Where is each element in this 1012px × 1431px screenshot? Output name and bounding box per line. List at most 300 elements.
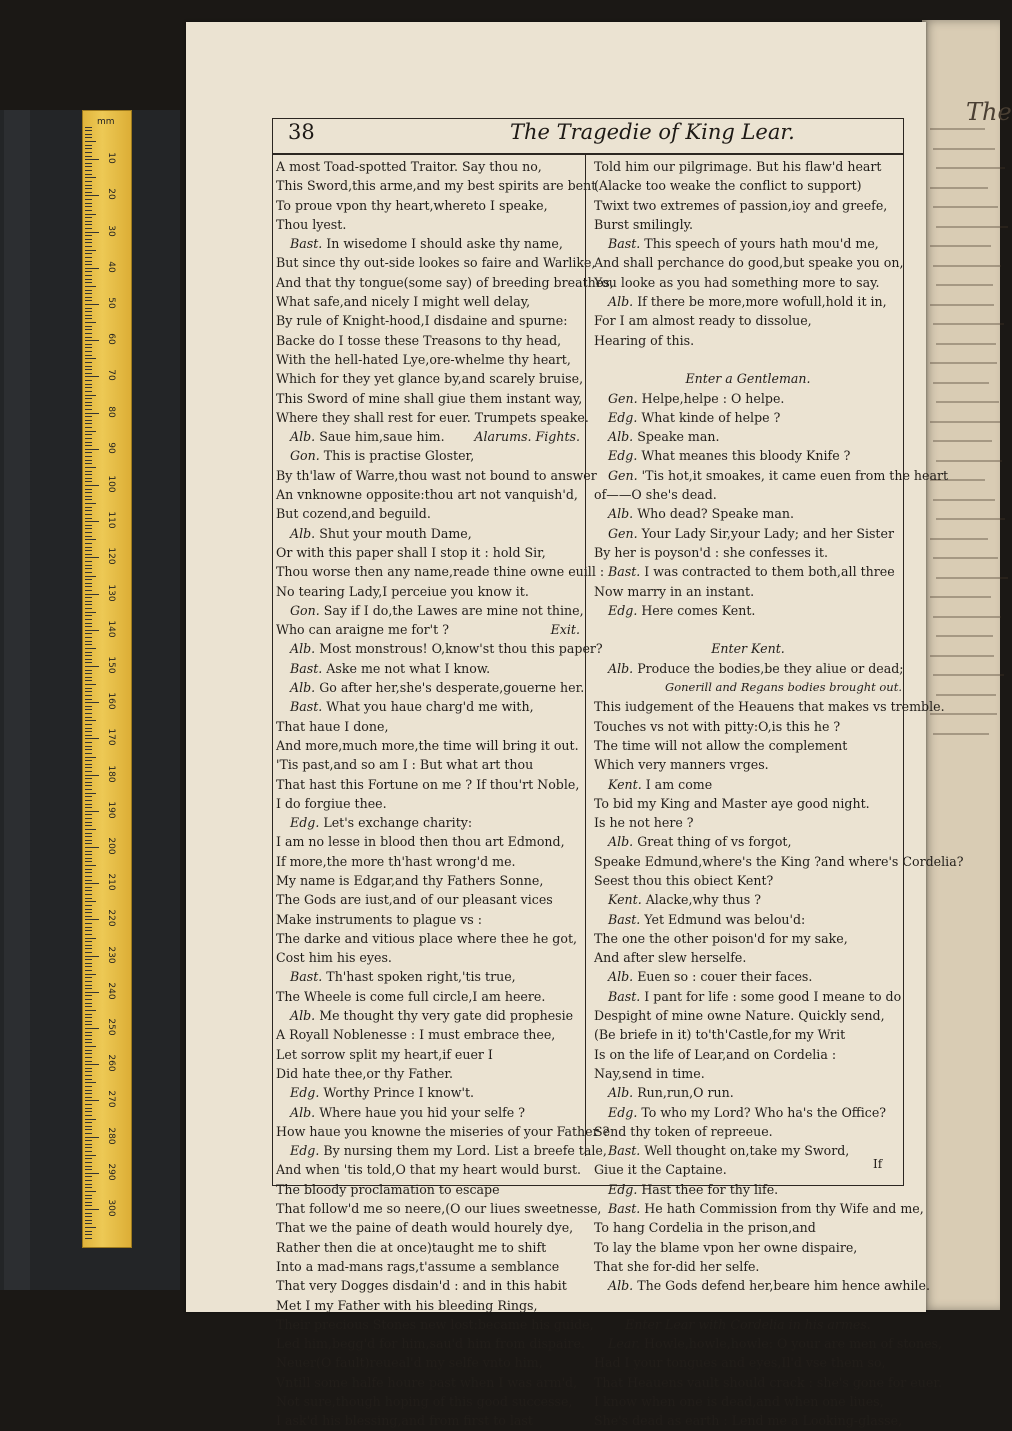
text-line — [594, 1353, 902, 1372]
text-line — [276, 273, 614, 292]
ruler-tick — [85, 1209, 99, 1210]
adjacent-page-text-line — [933, 382, 989, 384]
text-line — [276, 1257, 582, 1276]
ruler-tick — [85, 271, 92, 272]
ruler-tick — [85, 221, 92, 222]
adjacent-page-edge — [922, 20, 1012, 1310]
ruler-tick — [85, 528, 92, 529]
ruler-tick — [85, 851, 92, 852]
text-line — [594, 1296, 902, 1315]
text-line — [594, 1276, 931, 1295]
ruler-tick — [85, 576, 96, 577]
line-text: Did hate thee,or thy Father. — [276, 1065, 453, 1081]
ruler-tick — [85, 427, 92, 428]
text-line — [276, 929, 582, 948]
ruler-tick — [85, 1050, 92, 1051]
text-line — [276, 157, 582, 176]
ruler-tick — [85, 293, 92, 294]
ruler-tick — [85, 380, 92, 381]
ruler-tick — [85, 673, 92, 674]
text-line — [594, 736, 902, 755]
ruler-tick — [85, 152, 92, 153]
line-text: Go after her,she's desperate,gouerne her. — [319, 680, 585, 696]
text-line — [594, 292, 902, 311]
ruler-tick — [85, 883, 99, 884]
ruler-tick — [85, 416, 92, 417]
ruler-tick — [85, 304, 99, 305]
line-text: That very Dogges disdain'd : and in this habit — [276, 1278, 567, 1294]
speaker-prefix: Alb. — [608, 834, 634, 850]
text-line — [594, 697, 945, 716]
adjacent-page-text-line — [936, 460, 1002, 462]
catchword: If — [873, 1157, 883, 1171]
line-text: Most monstrous! O,know'st thou this paper? — [319, 641, 603, 657]
adjacent-page-text-line — [930, 304, 994, 306]
ruler-label: 270 — [106, 1090, 116, 1108]
ruler-tick — [85, 1111, 92, 1112]
line-text: By th'law of Warre,thou wast not bound to answer — [276, 467, 597, 483]
ruler-tick — [85, 355, 92, 356]
stage-direction — [594, 639, 902, 658]
text-line — [276, 1276, 582, 1295]
ruler-tick — [85, 963, 92, 964]
text-line — [276, 717, 582, 736]
line-text: To who my Lord? Who ha's the Office? — [641, 1104, 887, 1120]
ruler-tick — [85, 666, 99, 667]
line-text: Hearing of this. — [594, 332, 695, 348]
ruler-tick — [85, 242, 92, 243]
speaker-prefix: Gen. — [608, 390, 638, 406]
ruler-tick — [85, 1032, 92, 1033]
ruler-tick — [85, 532, 92, 533]
text-line — [276, 871, 582, 890]
text-line — [276, 678, 585, 697]
text-line — [276, 389, 582, 408]
speaker-prefix: Gon. — [290, 448, 320, 464]
ruler-tick — [85, 185, 92, 186]
ruler-tick — [85, 1202, 92, 1203]
text-line — [594, 755, 902, 774]
ruler-tick — [85, 757, 96, 758]
line-text: Which very manners vrges. — [594, 757, 769, 773]
ruler-tick — [85, 340, 99, 341]
ruler-tick — [85, 239, 92, 240]
ruler-tick — [85, 601, 92, 602]
line-text: Vntill some halfe houre past when I was arm'd, — [276, 1374, 578, 1390]
line-text: With the hell-hated Lye,ore-whelme thy heart, — [276, 351, 571, 367]
line-text: And that thy tongue(some say) of breeding breathes, — [276, 274, 614, 290]
text-line — [276, 1083, 582, 1102]
ruler-tick — [85, 456, 92, 457]
ruler-tick — [85, 1068, 92, 1069]
line-text: For I am almost ready to dissolue, — [594, 313, 812, 329]
speaker-prefix: Kent. — [608, 892, 642, 908]
line-text: Your Lady Sir,your Lady; and her Sister — [641, 525, 894, 541]
ruler-tick — [85, 253, 92, 254]
ruler-tick — [85, 952, 92, 953]
ruler-tick — [85, 1151, 92, 1152]
speaker-prefix: Edg. — [608, 448, 638, 464]
line-text: The Gods are iust,and of our pleasant vices — [276, 892, 553, 908]
ruler-tick — [85, 268, 99, 269]
line-text: By her is poyson'd : she confesses it. — [594, 544, 828, 560]
ruler-tick — [85, 163, 92, 164]
adjacent-page-text-line — [936, 518, 1005, 520]
text-line — [276, 582, 582, 601]
adjacent-page-text-line — [933, 733, 989, 735]
speaker-prefix: Alb. — [290, 680, 316, 696]
ruler-tick — [85, 1014, 92, 1015]
text-line — [594, 427, 902, 446]
ruler-label: 200 — [106, 837, 116, 855]
ruler-tick — [85, 796, 92, 797]
ruler-tick — [85, 912, 92, 913]
text-line — [594, 813, 902, 832]
line-text: Is he not here ? — [594, 815, 694, 831]
line-text: 'Tis past,and so am I : But what art thou — [276, 757, 534, 773]
text-line — [276, 253, 596, 272]
ruler-tick — [85, 858, 92, 859]
ruler-tick — [85, 279, 92, 280]
ruler-tick — [85, 337, 92, 338]
adjacent-page-text-line — [933, 674, 1004, 676]
line-text: To proue vpon thy heart,whereto I speake, — [276, 197, 548, 213]
text-line — [594, 1006, 902, 1025]
adjacent-page-text-line — [933, 323, 1004, 325]
text-line — [594, 1103, 902, 1122]
adjacent-page-text-line — [933, 148, 995, 150]
line-text: Into a mad-mans rags,t'assume a semblance — [276, 1258, 560, 1274]
ruler-tick — [85, 507, 92, 508]
ruler-tick — [85, 156, 92, 157]
line-text: Make instruments to plague vs : — [276, 911, 483, 927]
ruler-tick — [85, 1205, 92, 1206]
ruler-tick — [85, 134, 92, 135]
text-line — [276, 1199, 602, 1218]
ruler-tick — [85, 691, 92, 692]
ruler-label: 180 — [106, 765, 116, 783]
text-line — [594, 408, 902, 427]
text-line — [276, 910, 582, 929]
ruler-tick — [85, 1082, 96, 1083]
ruler-tick — [85, 771, 92, 772]
line-text: This speech of yours hath mou'd me, — [644, 236, 879, 252]
line-text: Is on the life of Lear,and on Cordelia : — [594, 1046, 837, 1062]
ruler-tick — [85, 1006, 92, 1007]
ruler-tick — [85, 644, 92, 645]
ruler-tick — [85, 880, 92, 881]
ruler-tick — [85, 764, 92, 765]
text-line — [276, 331, 582, 350]
line-text: Where haue you hid your selfe ? — [319, 1104, 526, 1120]
text-line — [276, 1103, 582, 1122]
adjacent-page-text-line — [933, 557, 998, 559]
ruler-tick — [85, 738, 99, 739]
ruler-tick — [85, 793, 96, 794]
text-line — [594, 967, 902, 986]
ruler-tick — [85, 261, 92, 262]
ruler-tick — [85, 1147, 92, 1148]
ruler-tick — [85, 282, 92, 283]
ruler-tick — [85, 1176, 92, 1177]
line-text: To bid my King and Master aye good night. — [594, 795, 870, 811]
stage-direction: Exit. — [550, 622, 580, 638]
ruler-tick — [85, 923, 92, 924]
line-text: Had I your tongues and eyes,Il'd vse them so, — [594, 1355, 886, 1371]
ruler-tick — [85, 1046, 96, 1047]
ruler-tick — [85, 1184, 92, 1185]
ruler-tick — [85, 503, 96, 504]
stage-direction: Alarums. Fights. — [474, 429, 580, 445]
text-line — [594, 1373, 942, 1392]
ruler-label: 80 — [106, 405, 116, 418]
line-text: Where they shall rest for euer. Trumpets speake. — [276, 409, 589, 425]
ruler-label: 230 — [106, 946, 116, 964]
ruler-tick — [85, 405, 92, 406]
line-text: (Be briefe in it) to'th'Castle,for my Writ — [594, 1027, 846, 1043]
ruler-tick — [85, 127, 92, 128]
line-text: And shall perchance do good,but speake you on, — [594, 255, 904, 271]
line-text: That haue I done, — [276, 718, 389, 734]
speaker-prefix: Bast. — [290, 660, 323, 676]
text-line — [276, 1411, 582, 1430]
ruler-tick — [85, 840, 92, 841]
ruler-tick — [85, 1191, 96, 1192]
ruler-tick — [85, 445, 92, 446]
ruler-tick — [85, 709, 92, 710]
text-line — [276, 369, 582, 388]
ruler-tick — [85, 1223, 92, 1224]
ruler-tick — [85, 235, 92, 236]
ruler-tick — [85, 966, 92, 967]
line-text: This Sword of mine shall giue them instant way, — [276, 390, 583, 406]
ruler-tick — [85, 333, 92, 334]
line-text: What kinde of helpe ? — [641, 409, 781, 425]
ruler-tick — [85, 1133, 92, 1134]
ruler-tick — [85, 438, 92, 439]
speaker-prefix: Edg. — [608, 602, 638, 618]
line-text: Rather then die at once)taught me to shift — [276, 1239, 547, 1255]
speaker-prefix: Bast. — [290, 699, 323, 715]
ruler-tick — [85, 800, 92, 801]
line-text: No tearing Lady,I perceiue you know it. — [276, 583, 529, 599]
ruler-tick — [85, 1137, 99, 1138]
ruler-tick — [85, 322, 96, 323]
text-line — [276, 504, 582, 523]
ruler-tick — [85, 409, 92, 410]
ruler-tick — [85, 525, 92, 526]
ruler-label: 130 — [106, 584, 116, 602]
ruler-tick — [85, 1097, 92, 1098]
ruler-tick — [85, 706, 92, 707]
ruler-tick — [85, 561, 92, 562]
speaker-prefix: Bast. — [608, 1143, 641, 1159]
ruler-tick — [85, 1166, 92, 1167]
line-text: Told him our pilgrimage. But his flaw'd heart — [594, 159, 882, 174]
line-text: Not sure,though hoping of this good successe, — [276, 1394, 573, 1409]
ruler-tick — [85, 869, 92, 870]
line-text: And more,much more,the time will bring it out. — [276, 737, 579, 753]
ruler-tick — [85, 326, 92, 327]
ruler-tick — [85, 1035, 92, 1036]
line-text: Enter Lear with Cordelia in his armes. — [625, 1316, 871, 1332]
line-text: Well thought on,take my Sword, — [644, 1143, 850, 1159]
ruler-tick — [85, 843, 92, 844]
text-line — [594, 466, 949, 485]
line-text: Helpe,helpe : O helpe. — [641, 390, 785, 406]
text-line — [594, 1334, 942, 1353]
line-text: And when 'tis told,O that my heart would burst. — [276, 1162, 582, 1178]
text-line — [594, 1083, 902, 1102]
ruler-tick — [85, 619, 92, 620]
line-text: Thou worse then any name,reade thine owne euill : — [276, 564, 605, 580]
line-text: He hath Commission from thy Wife and me, — [644, 1201, 924, 1217]
ruler-tick — [85, 206, 92, 207]
ruler-tick — [85, 775, 99, 776]
speaker-prefix: Edg. — [608, 1181, 638, 1197]
line-text: Which for they yet glance by,and scarely bruise, — [276, 371, 584, 387]
text-line — [276, 967, 582, 986]
ruler-tick — [85, 1039, 92, 1040]
line-text: Cost him his eyes. — [276, 950, 392, 966]
ruler-tick — [85, 804, 92, 805]
ruler-tick — [85, 489, 92, 490]
text-line — [594, 1218, 902, 1237]
ruler-label: 30 — [106, 224, 116, 237]
ruler-tick — [85, 373, 92, 374]
ruler-tick — [85, 778, 92, 779]
ruler-tick — [85, 246, 92, 247]
ruler-tick — [85, 1028, 99, 1029]
text-line — [594, 929, 902, 948]
line-text: I know when one is dead,and when one liues, — [594, 1394, 884, 1409]
ruler-tick — [85, 460, 92, 461]
ruler-label: 60 — [106, 333, 116, 345]
line-text: To hang Cordelia in the prison,and — [594, 1220, 816, 1236]
ruler-tick — [85, 391, 92, 392]
ruler-tick — [85, 861, 92, 862]
line-text: Enter a Gentleman. — [685, 371, 811, 387]
ruler-tick — [85, 431, 96, 432]
line-text: Shut your mouth Dame, — [319, 525, 472, 541]
text-line — [594, 157, 902, 176]
text-line — [594, 1411, 902, 1430]
ruler-tick — [85, 702, 99, 703]
ruler-tick — [85, 905, 92, 906]
ruler-tick — [85, 402, 92, 403]
ruler-tick — [85, 615, 92, 616]
ruler-tick — [85, 264, 92, 265]
text-line — [594, 176, 902, 195]
line-text: Yet Edmund was belou'd: — [644, 911, 806, 927]
line-text: Say if I do,the Lawes are mine not thine, — [323, 602, 584, 618]
ruler-tick — [85, 1155, 96, 1156]
line-text: An vnknowne opposite:thou art not vanquish'd, — [276, 487, 578, 503]
line-text: She's dead as earth : Lend me a Looking-glasse, — [594, 1413, 903, 1429]
text-line — [276, 427, 582, 446]
line-text: That follow'd me so neere,(O our liues sweetnesse, — [276, 1201, 602, 1217]
ruler-label: 120 — [106, 547, 116, 565]
line-text: I do forgiue thee. — [276, 795, 387, 811]
text-line — [276, 234, 582, 253]
ruler-tick — [85, 177, 96, 178]
ruler-tick — [85, 318, 92, 319]
text-line — [594, 717, 902, 736]
line-text: 'Tis hot,it smoakes, it came euen from the heart — [641, 467, 949, 483]
line-text: Hast thee for thy life. — [641, 1181, 779, 1197]
speaker-prefix: Alb. — [290, 1104, 316, 1120]
ruler-tick — [85, 814, 92, 815]
ruler-tick — [85, 130, 92, 131]
ruler-label: 140 — [106, 620, 116, 638]
line-text: Run,run,O run. — [637, 1085, 734, 1101]
ruler-tick — [85, 442, 92, 443]
ruler-tick — [85, 1061, 92, 1062]
ruler-label: 50 — [106, 297, 116, 309]
ruler-tick — [85, 760, 92, 761]
ruler-tick — [85, 311, 92, 312]
ruler-tick — [85, 934, 92, 935]
adjacent-page-text-line — [930, 128, 985, 130]
ruler-tick — [85, 713, 92, 714]
adjacent-page-text-line — [930, 362, 997, 364]
ruler-tick — [85, 572, 92, 573]
speaker-prefix: Bast. — [608, 1201, 641, 1217]
speaker-prefix: Alb. — [608, 969, 634, 985]
text-line — [276, 659, 582, 678]
line-text: This iudgement of the Heauens that makes vs tremble. — [594, 699, 945, 715]
ruler-tick — [85, 478, 92, 479]
speaker-prefix: Edg. — [290, 1143, 320, 1159]
line-text: of——O she's dead. — [594, 487, 717, 503]
left-text-column — [276, 157, 614, 1431]
ruler-tick — [85, 159, 99, 160]
adjacent-page-text-line — [933, 265, 1001, 267]
ruler-tick — [85, 995, 92, 996]
ruler-tick — [85, 166, 92, 167]
ruler-label: 110 — [106, 511, 116, 529]
ruler-tick — [85, 452, 92, 453]
ruler-tick — [85, 999, 92, 1000]
stage-direction — [594, 369, 902, 388]
line-text: Alacke,why thus ? — [645, 892, 761, 908]
ruler-label: 40 — [106, 261, 116, 273]
line-text: To lay the blame vpon her owne dispaire, — [594, 1239, 858, 1255]
ruler-tick — [85, 250, 96, 251]
ruler-tick — [85, 583, 92, 584]
line-text: (Alacke too weake the conflict to support) — [594, 178, 862, 194]
ruler-tick — [85, 362, 92, 363]
text-line — [594, 234, 902, 253]
ruler-tick — [85, 308, 92, 309]
line-text: Speake man. — [637, 429, 720, 445]
text-line — [594, 1199, 924, 1218]
ruler-tick — [85, 1122, 92, 1123]
speaker-prefix: Edg. — [290, 1085, 320, 1101]
ruler-tick — [85, 1231, 92, 1232]
text-line — [276, 1180, 582, 1199]
ruler-tick — [85, 188, 92, 189]
ruler-tick — [85, 1169, 92, 1170]
ruler-tick — [85, 981, 92, 982]
text-line — [276, 176, 597, 195]
adjacent-page-text-line — [936, 635, 993, 637]
ruler-tick — [85, 174, 92, 175]
speaker-prefix: Gen. — [608, 525, 638, 541]
text-line — [594, 389, 902, 408]
ruler-unit-label: mm — [97, 117, 115, 127]
header-rule — [272, 153, 904, 155]
